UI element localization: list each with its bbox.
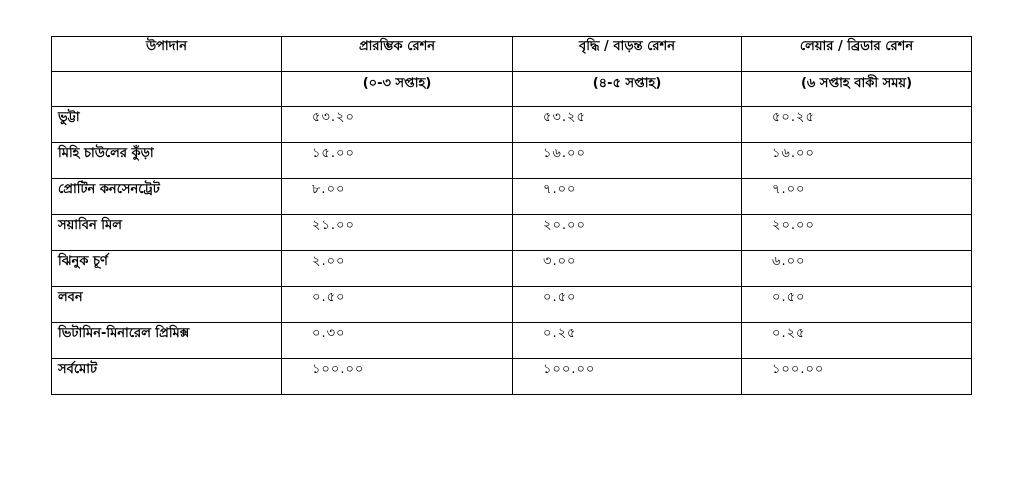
value-cell: ০.৫০ bbox=[282, 287, 513, 323]
value-cell: ৩.০০ bbox=[513, 251, 742, 287]
ingredient-cell: প্রোটিন কনসেনট্রেট bbox=[52, 179, 282, 215]
ingredient-cell: সর্বমোট bbox=[52, 359, 282, 395]
value-cell: ২০.০০ bbox=[742, 215, 972, 251]
ration-table bbox=[51, 36, 972, 395]
value-cell: ১৬.০০ bbox=[742, 143, 972, 179]
table-body bbox=[52, 107, 972, 395]
table-row bbox=[52, 359, 972, 395]
value-cell: ২.০০ bbox=[282, 251, 513, 287]
header-row-periods bbox=[52, 72, 972, 107]
table-row bbox=[52, 215, 972, 251]
header-grower-ration: বৃদ্ধি / বাড়ন্ত রেশন bbox=[513, 37, 742, 72]
table-row bbox=[52, 251, 972, 287]
value-cell: ০.৩০ bbox=[282, 323, 513, 359]
value-cell: ১৫.০০ bbox=[282, 143, 513, 179]
header-starter-period: (০-৩ সপ্তাহ) bbox=[282, 72, 513, 107]
header-layer-period: (৬ সপ্তাহ বাকী সময়) bbox=[742, 72, 972, 107]
table-row bbox=[52, 179, 972, 215]
value-cell: ৫৩.২০ bbox=[282, 107, 513, 143]
value-cell: ৮.০০ bbox=[282, 179, 513, 215]
ingredient-cell: ঝিনুক চূর্ণ bbox=[52, 251, 282, 287]
value-cell: ৭.০০ bbox=[513, 179, 742, 215]
value-cell: ১০০.০০ bbox=[513, 359, 742, 395]
value-cell: ০.৫০ bbox=[513, 287, 742, 323]
ingredient-cell: লবন bbox=[52, 287, 282, 323]
header-row-titles bbox=[52, 37, 972, 72]
value-cell: ১০০.০০ bbox=[282, 359, 513, 395]
ingredient-cell: ভুট্টা bbox=[52, 107, 282, 143]
ingredient-cell: মিহি চাউলের কুঁড়া bbox=[52, 143, 282, 179]
header-ingredient: উপাদান bbox=[52, 37, 282, 72]
value-cell: ৭.০০ bbox=[742, 179, 972, 215]
header-ingredient-period bbox=[52, 72, 282, 107]
value-cell: ৫০.২৫ bbox=[742, 107, 972, 143]
value-cell: ০.২৫ bbox=[742, 323, 972, 359]
value-cell: ২১.০০ bbox=[282, 215, 513, 251]
table-row bbox=[52, 287, 972, 323]
header-starter-ration: প্রারম্ভিক রেশন bbox=[282, 37, 513, 72]
table-header bbox=[52, 37, 972, 107]
value-cell: ২০.০০ bbox=[513, 215, 742, 251]
value-cell: ০.২৫ bbox=[513, 323, 742, 359]
table-row bbox=[52, 107, 972, 143]
ingredient-cell: সয়াবিন মিল bbox=[52, 215, 282, 251]
header-grower-period: (৪-৫ সপ্তাহ) bbox=[513, 72, 742, 107]
value-cell: ১৬.০০ bbox=[513, 143, 742, 179]
value-cell: ১০০.০০ bbox=[742, 359, 972, 395]
table-row bbox=[52, 323, 972, 359]
value-cell: ০.৫০ bbox=[742, 287, 972, 323]
ingredient-cell: ভিটামিন-মিনারেল প্রিমিক্স bbox=[52, 323, 282, 359]
value-cell: ৬.০০ bbox=[742, 251, 972, 287]
table-row bbox=[52, 143, 972, 179]
header-layer-ration: লেয়ার / ব্রিডার রেশন bbox=[742, 37, 972, 72]
value-cell: ৫৩.২৫ bbox=[513, 107, 742, 143]
